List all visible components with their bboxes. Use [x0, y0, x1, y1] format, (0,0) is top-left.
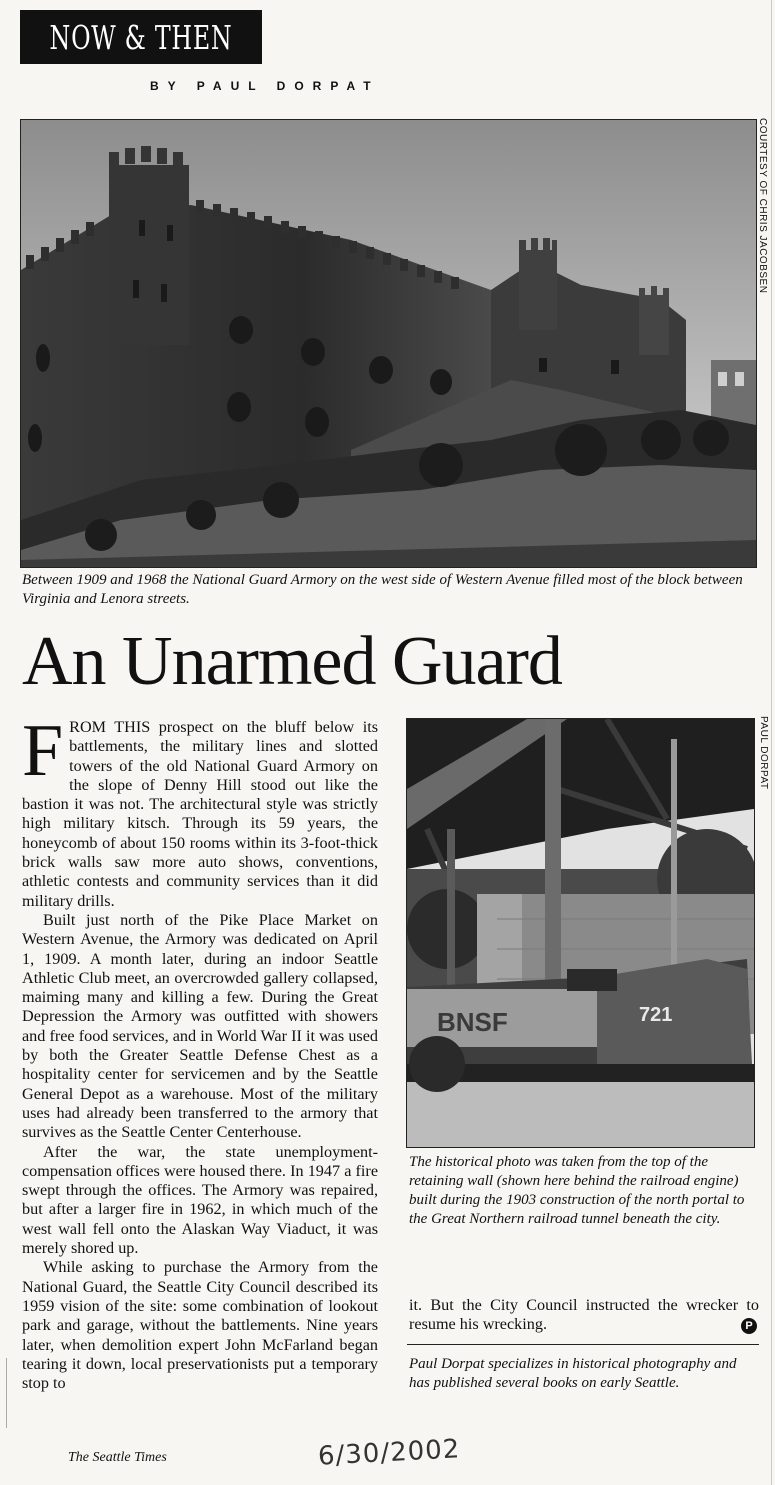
author-bio: Paul Dorpat specializes in historical photography and has published several books on early Seattle.	[409, 1356, 737, 1391]
section-masthead	[20, 10, 262, 64]
armory-photo-caption: Between 1909 and 1968 the National Guard Armory on the west side of Western Avenue filled most of the block between Virginia and Lenora streets.	[22, 572, 743, 607]
retaining-wall-photo	[406, 718, 755, 1148]
locomotive-viaduct-image	[407, 719, 754, 1147]
armory-castle-image	[21, 120, 756, 567]
paragraph-1-text: ROM THIS prospect on the bluff below its battlements, the military lines and slotted towers of the old National Guard Armory on the slope of Denny Hill stood out like the bastion it was not. The architectural style was strictly high military kitsch. Through its 59 years, the honeycomb of about 150 rooms within its 3-foot-thick brick walls saw more auto shows, conventions, athletic contests and community services than it did military drills.	[22, 718, 378, 910]
article-paragraph-4: While asking to purchase the Armory from the National Guard, the Seattle City Council described its 1959 vision of the site: some combination of lookout park and garage, without the battlements. Nine years later, when demolition expert John McFarland began tearing it down, local preservationists put a temporary stop to	[22, 1258, 378, 1393]
locomotive-number: 721	[639, 1004, 673, 1026]
article-column-right	[409, 1296, 759, 1335]
byline: BY PAUL DORPAT	[150, 79, 380, 93]
photo-credit-dorpat: PAUL DORPAT	[758, 716, 769, 790]
article-paragraph-5: it. But the City Council instructed the wrecker to resume his wrecking.	[409, 1296, 759, 1334]
bnsf-logo: BNSF	[437, 1007, 508, 1037]
article-paragraph-1	[22, 710, 378, 911]
retaining-wall-caption: The historical photo was taken from the top of the retaining wall (shown here behind the railroad engine) built during the 1903 construction of the north portal to the Great Northern railroad tunnel beneath the city.	[409, 1154, 745, 1227]
article-paragraph-3: After the war, the state unemployment-compensation offices were housed there. In 1947 a fire swept through the offices. The Armory was repaired, but after a larger fire in 1962, in which much of the west wall fell onto the Alaskan Way Viaduct, it was merely shored up.	[22, 1142, 378, 1258]
photo-credit-jacobsen: COURTESY OF CHRIS JACOBSEN	[757, 118, 768, 294]
drop-cap: F	[22, 710, 64, 792]
margin-line	[6, 1358, 7, 1428]
handwritten-date: 6/30/2002	[317, 1434, 462, 1472]
article-paragraph-2: Built just north of the Pike Place Market on Western Avenue, the Armory was dedicated on April 1, 1909. A month later, during an indoor Seattle Athletic Club meet, an overcrowded gallery collapsed, maiming many and killing a few. During the Great Depression the Armory was outfitted with showers and free food services, and in World War II it was used by both the Greater Seattle Defense Chest as a hospitality center for servicemen and by the Seattle General Depot as a warehouse. Most of the military uses had already been transferred to the armory that survives as the Seattle Center Centerhouse.	[22, 910, 378, 1142]
section-title: NOW & THEN	[49, 17, 233, 57]
armory-photo	[20, 119, 757, 568]
article-column-left	[22, 710, 378, 1393]
publication-name: The Seattle Times	[68, 1450, 167, 1465]
headline: An Unarmed Guard	[22, 623, 562, 700]
bio-divider	[407, 1344, 759, 1345]
end-mark-icon: P	[741, 1318, 757, 1334]
page-edge	[771, 0, 772, 1485]
